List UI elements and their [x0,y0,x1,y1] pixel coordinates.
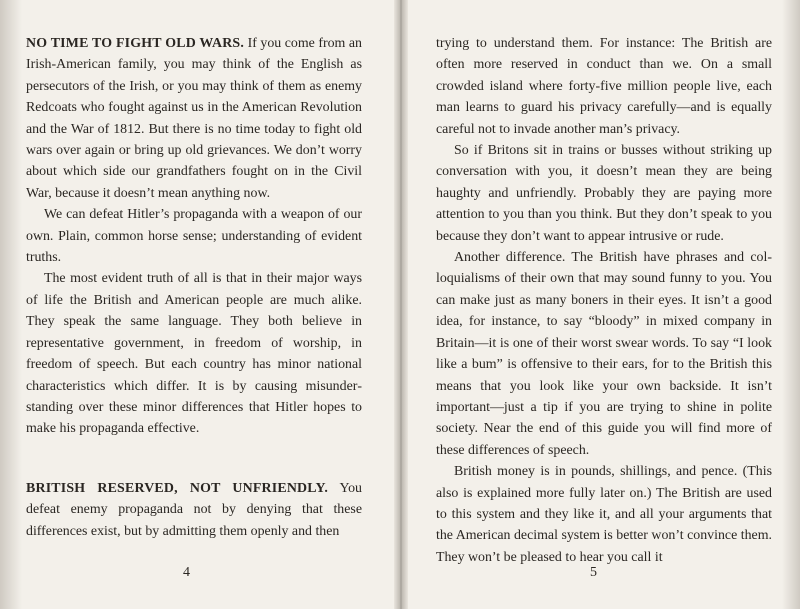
left-page-text-block-2 [26,478,362,542]
paragraph-no-time-to-fight-old-wars [26,33,362,204]
page-number-left: 4 [183,565,190,580]
section-heading-no-time: NO TIME TO FIGHT OLD WARS. [26,36,245,51]
paragraph-trains-busses: So if Britons sit in trains or busses without striking up conversation with you, it doesn’t mean they are being haughty and unfriendly. Probably they are paying more attention to you than you think. But they don’t speak to you because they don’t want to appear intrusive or rude. [436,143,772,244]
paragraph-text: If you come from an Irish-American family, you may think of the English as persecutors of the Irish, or you may think of them as enemy Redcoats who fought against us in the American Revolution and the War of 1812. But there is no time today to fight old wars over again or bring up old grievances. We don’t worry about which side our grandfathers fought on in the Civil War, because it doesn’t mean anything now. [26,36,363,201]
paragraph-british-reserved [26,478,362,542]
paragraph-evident-truth: The most evident truth of all is that in their major ways of life the British and American people are much alike. They speak the same language. They both believe in representative government, in freedom of worship, in freedom of speech. But each country has minor national characteristics which differ. It is by causing misunderstanding over these minor differences that Hitler hopes to make his propaganda effective. [26,271,362,437]
book-gutter [394,0,408,609]
left-page-text-block-1 [26,33,362,440]
left-page-edge-shadow [0,0,22,609]
paragraph-text: You defeat enemy propaganda not by denying that these differences exist, but by admitting them openly and then [26,481,362,539]
paragraph-hitler-propaganda: We can defeat Hitler’s propaganda with a weapon of our own. Plain, common horse sense; understanding of evident truths. [26,207,362,266]
right-page-edge-shadow [782,0,800,609]
right-page [402,0,800,609]
paragraph-british-money: British money is in pounds, shillings, and pence. (This also is explained more fully later on.) The British are used to this system and they like it, and all your arguments that the American decimal system is better won’t convince them. They won’t be pleased to hear you call it [436,464,772,565]
section-heading-british-reserved: BRITISH RESERVED, NOT UNFRIENDLY. [26,481,329,496]
right-page-text-block [436,33,772,568]
page-number-right: 5 [590,565,597,580]
paragraph-reserved-conduct: trying to understand them. For instance: The British are often more reserved in conduct than we. On a small crowded island where forty-five million people live, each man learns to guard his privacy carefully—and is equally careful not to invade another man’s privacy. [436,36,772,137]
left-page [0,0,398,609]
paragraph-another-difference: Another difference. The British have phrases and colloquialisms of their own that may sound funny to you. You can make just as many boners in their eyes. It isn’t a good idea, for instance, to say “bloody” in mixed company in Britain—it is one of their worst swear words. To say “I look like a bum” is offensive to their ears, for to the British this means that you look like your own backside. It isn’t important—just a tip if you are trying to shine in polite society. Near the end of this guide you will find more of these differences of speech. [436,250,772,458]
